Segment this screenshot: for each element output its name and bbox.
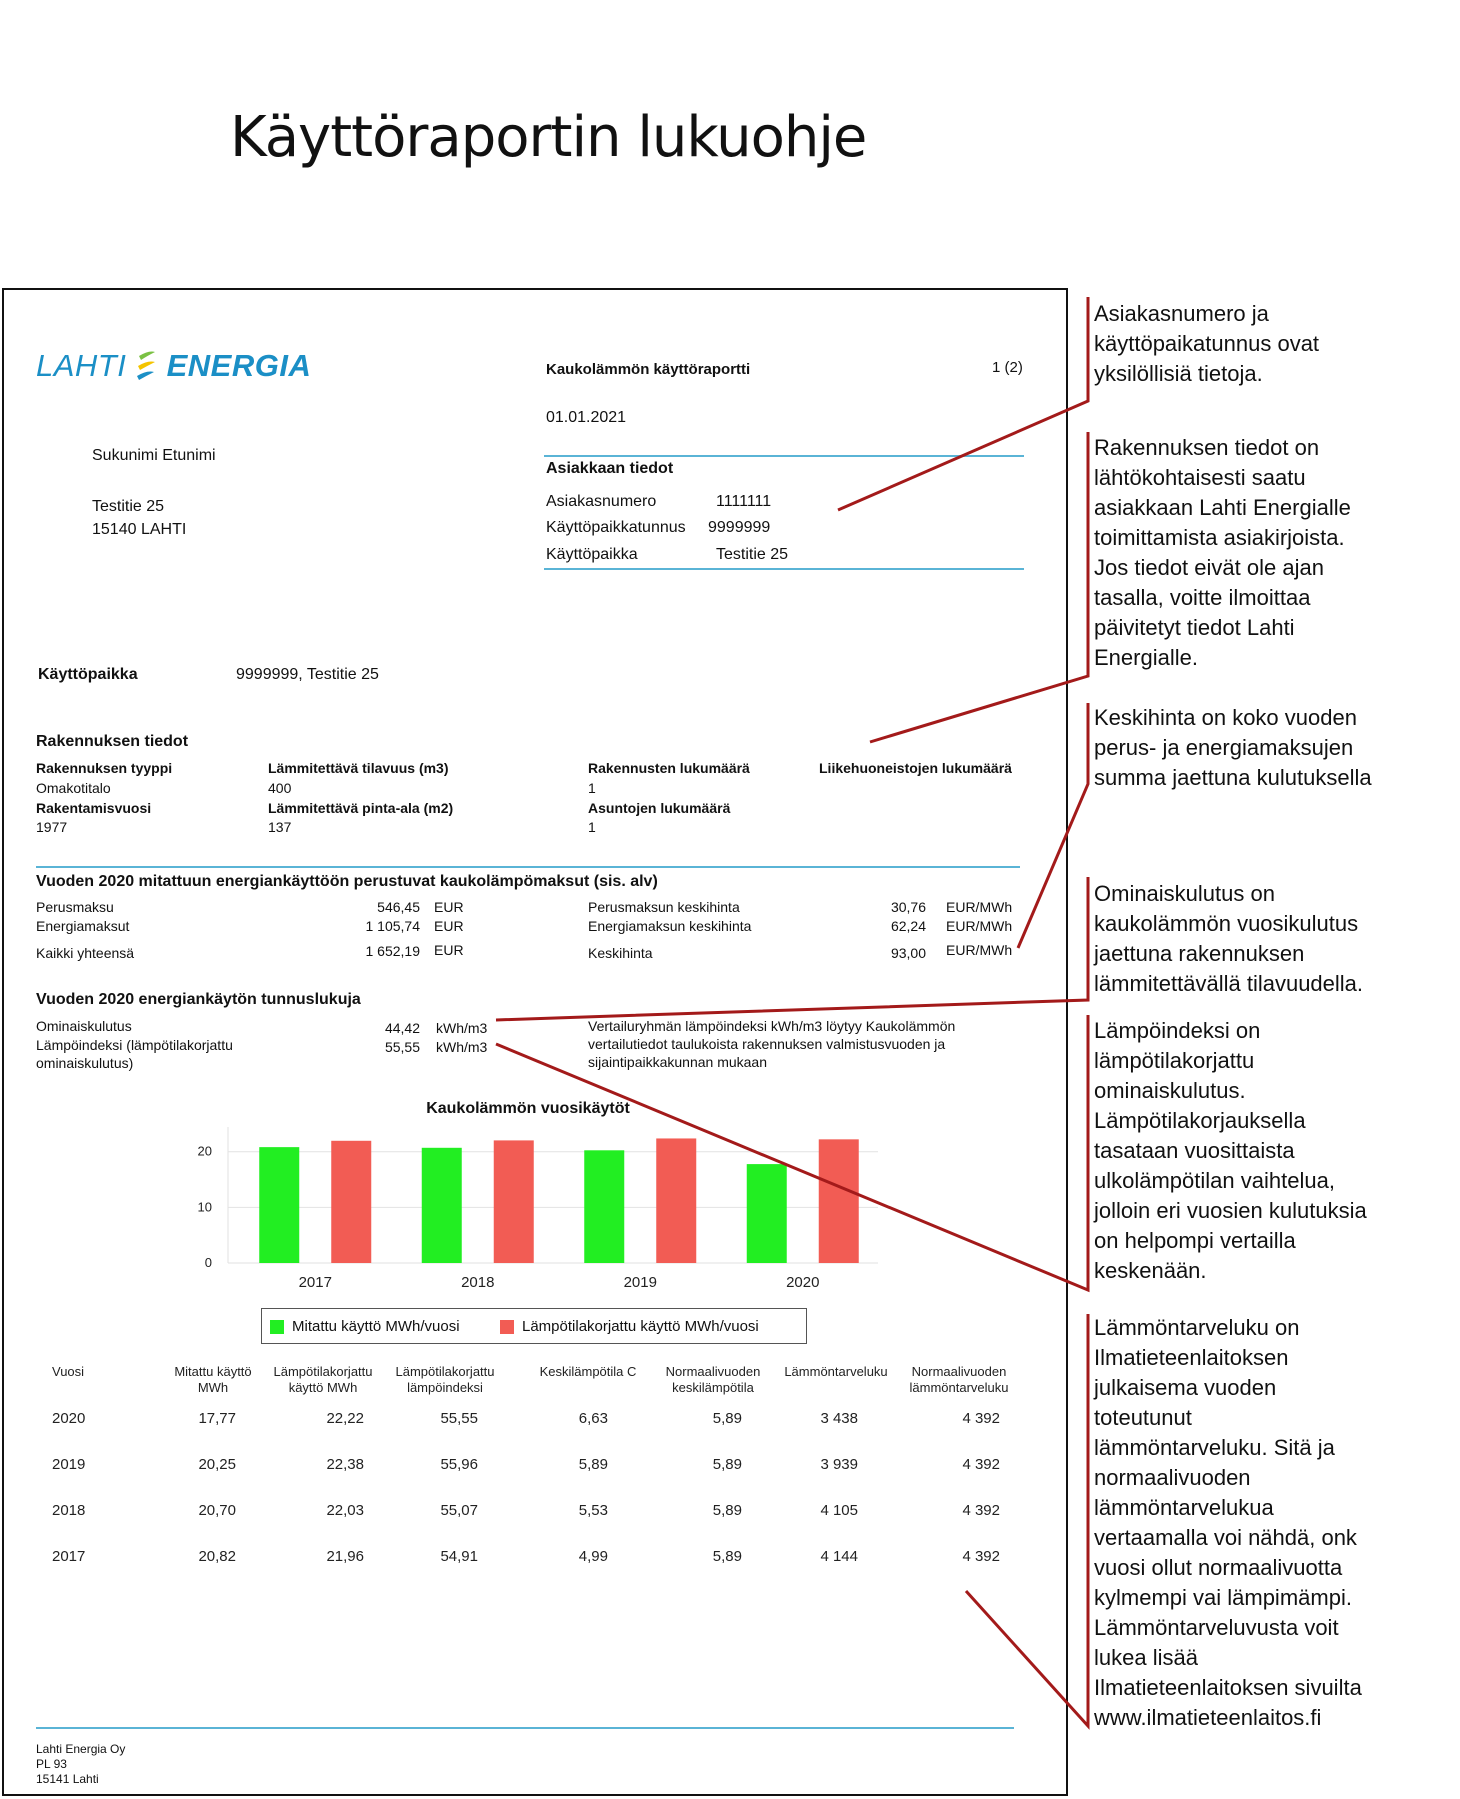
site-id-label: Käyttöpaikkatunnus [546, 519, 686, 536]
note-line: www.ilmatieteenlaitos.fi [1094, 1705, 1322, 1730]
x-tick-label: 2017 [298, 1274, 332, 1291]
page-number: 1 (2) [992, 359, 1023, 376]
table-cell: 21,96 [326, 1548, 364, 1565]
note-line: Rakennuksen tiedot on [1094, 435, 1320, 460]
specific-consumption-unit: kWh/m3 [436, 1020, 488, 1036]
heat-index-label-1: Lämpöindeksi (lämpötilakorjattu [36, 1037, 233, 1053]
note-line: lämpötilakorjattu [1094, 1048, 1255, 1073]
note-line: tasalla, voitte ilmoittaa [1094, 585, 1311, 610]
table-cell: 2018 [52, 1502, 86, 1519]
note-building-info [1094, 433, 1351, 673]
site-row-label: Käyttöpaikka [38, 666, 138, 683]
table-cell: 2017 [52, 1548, 86, 1565]
legend-label-measured: Mitattu käyttö MWh/vuosi [292, 1318, 460, 1335]
note-line: tasataan vuosittaista [1094, 1138, 1295, 1163]
heat-index-label-2: ominaiskulutus) [36, 1055, 134, 1071]
table-cell: 17,77 [198, 1410, 236, 1427]
table-header-line: Lämpötilakorjattu [395, 1364, 495, 1379]
comparison-note-2: vertailutiedot taulukoista rakennuksen valmistusvuoden ja [588, 1036, 946, 1052]
note-line: päivitetyt tiedot Lahti [1094, 615, 1295, 640]
fee-row-label: Perusmaksu [36, 899, 114, 915]
y-tick-label: 0 [204, 1255, 212, 1270]
table-header-line: MWh [197, 1380, 229, 1395]
fee-row-unit: EUR [434, 918, 464, 934]
table-header-line: keskilämpötila [672, 1380, 754, 1395]
table-cell: 4 392 [962, 1548, 1000, 1565]
fee-row-label: Energiamaksut [36, 918, 130, 934]
table-cell: 22,38 [326, 1456, 364, 1473]
building-count-value: 1 [588, 780, 596, 796]
customer-number-label: Asiakasnumero [546, 493, 657, 510]
table-header-line: käyttö MWh [288, 1380, 358, 1395]
recipient-street: Testitie 25 [92, 498, 165, 515]
building-type-value: Omakotitalo [36, 780, 111, 796]
specific-consumption-value: 44,42 [384, 1020, 420, 1036]
note-line: ulkolämpötilan vaihtelua, [1094, 1168, 1335, 1193]
callout-line-2 [870, 432, 1088, 742]
table-cell: 5,89 [712, 1456, 742, 1473]
logo-text-energia: ENERGIA [166, 348, 312, 383]
footer-city: 15141 Lahti [36, 1772, 99, 1786]
table-cell: 3 939 [820, 1456, 858, 1473]
table-cell: 55,55 [440, 1410, 478, 1427]
heat-index-value: 55,55 [384, 1039, 420, 1055]
callout-line-1 [838, 297, 1088, 510]
table-cell: 5,89 [712, 1410, 742, 1427]
table-header-line: lämmöntarveluku [909, 1380, 1009, 1395]
note-line: normaalivuoden [1094, 1465, 1251, 1490]
y-tick-label: 10 [197, 1199, 212, 1215]
note-line: toteutunut [1094, 1405, 1192, 1430]
building-area-value: 137 [268, 819, 292, 835]
table-header-line: Vuosi [52, 1364, 85, 1379]
site-id-value: 9999999 [708, 519, 771, 536]
fee-row-avg-label: Perusmaksun keskihinta [588, 899, 740, 915]
note-line: lähtökohtaisesti saatu [1094, 465, 1306, 490]
note-line: Ilmatieteenlaitoksen [1094, 1345, 1289, 1370]
note-line: perus- ja energiamaksujen [1094, 735, 1354, 760]
table-header-line: Normaalivuoden [911, 1364, 1007, 1379]
note-line: jolloin eri vuosien kulutuksia [1094, 1198, 1367, 1223]
table-cell: 5,89 [712, 1548, 742, 1565]
building-year-value: 1977 [36, 819, 68, 835]
note-line: julkaisema vuoden [1094, 1375, 1277, 1400]
comparison-note-1: Vertailuryhmän lämpöindeksi kWh/m3 löytyy Kaukolämmön [588, 1018, 956, 1034]
building-volume-value: 400 [268, 780, 292, 796]
callout-line-5 [496, 1015, 1088, 1290]
note-heat-index [1094, 1016, 1367, 1286]
table-header-line: Normaalivuoden [665, 1364, 761, 1379]
callout-line-4 [496, 877, 1088, 1020]
table-cell: 4 105 [820, 1502, 858, 1519]
table-header-line: Lämmöntarveluku [784, 1364, 888, 1379]
table-cell: 5,53 [578, 1502, 608, 1519]
chart-title: Kaukolämmön vuosikäytöt [426, 1100, 630, 1117]
x-tick-label: 2020 [786, 1274, 820, 1291]
fee-row-value: 1 105,74 [365, 918, 420, 934]
apartments-value: 1 [588, 819, 596, 835]
logo-text-lahti: LAHTI [36, 348, 127, 383]
fee-row-label: Kaikki yhteensä [36, 945, 135, 961]
note-line: jaettuna rakennuksen [1094, 941, 1305, 966]
note-line: Keskihinta on koko vuoden [1094, 705, 1357, 730]
customer-number-value: 1111111 [716, 493, 772, 510]
fee-row-avg-value: 93,00 [890, 945, 926, 961]
building-volume-label: Lämmitettävä tilavuus (m3) [268, 760, 449, 776]
table-cell: 4,99 [578, 1548, 608, 1565]
note-line: yksilöllisiä tietoja. [1094, 361, 1263, 386]
page-title: Käyttöraportin lukuohje [230, 105, 867, 170]
note-line: vertaamalla voi nähdä, onk [1094, 1525, 1357, 1550]
fee-row-unit: EUR [434, 942, 464, 958]
fees-heading: Vuoden 2020 mitattuun energiankäyttöön perustuvat kaukolämpömaksut (sis. alv) [36, 873, 658, 890]
note-line: kaukolämmön vuosikulutus [1094, 911, 1359, 936]
table-cell: 3 438 [820, 1410, 858, 1427]
table-cell: 55,07 [440, 1502, 478, 1519]
note-line: lämmöntarveluku. Sitä ja [1094, 1435, 1335, 1460]
commercial-units-label: Liikehuoneistojen lukumäärä [819, 760, 1012, 776]
heat-index-unit: kWh/m3 [436, 1039, 488, 1055]
note-line: asiakkaan Lahti Energialle [1094, 495, 1351, 520]
legend-label-corrected: Lämpötilakorjattu käyttö MWh/vuosi [522, 1318, 759, 1335]
fee-row-avg-label: Energiamaksun keskihinta [588, 918, 752, 934]
building-area-label: Lämmitettävä pinta-ala (m2) [268, 800, 454, 816]
report-title: Kaukolämmön käyttöraportti [546, 361, 751, 378]
note-line: Ilmatieteenlaitoksen sivuilta [1094, 1675, 1362, 1700]
x-tick-label: 2019 [623, 1274, 657, 1291]
note-line: on helpompi vertailla [1094, 1228, 1296, 1253]
note-average-price [1094, 703, 1372, 793]
comparison-note-3: sijaintipaikkakunnan mukaan [588, 1054, 767, 1070]
table-cell: 20,70 [198, 1502, 236, 1519]
table-cell: 2019 [52, 1456, 86, 1473]
table-header-line: Lämpötilakorjattu [273, 1364, 373, 1379]
note-line: Lämpöindeksi on [1094, 1018, 1261, 1043]
y-tick-label: 20 [197, 1143, 212, 1159]
site-value: Testitie 25 [716, 546, 789, 563]
fee-row-value: 1 652,19 [365, 943, 420, 959]
x-tick-label: 2018 [461, 1274, 495, 1291]
callout-line-6 [966, 1314, 1088, 1726]
recipient-city: 15140 LAHTI [92, 521, 187, 538]
footer-pobox: PL 93 [36, 1757, 67, 1771]
table-cell: 20,82 [198, 1548, 236, 1565]
note-line: vuosi ollut normaalivuotta [1094, 1555, 1343, 1580]
table-cell: 5,89 [712, 1502, 742, 1519]
table-cell: 2020 [52, 1410, 86, 1427]
fee-row-avg-unit: EUR/MWh [946, 899, 1013, 915]
table-header-line: lämpöindeksi [407, 1380, 483, 1395]
table-cell: 4 392 [962, 1502, 1000, 1519]
note-line: Energialle. [1094, 645, 1198, 670]
fee-row-avg-value: 30,76 [890, 899, 926, 915]
fee-row-unit: EUR [434, 899, 464, 915]
note-line: lämmitettävällä tilavuudella. [1094, 971, 1364, 996]
table-cell: 4 392 [962, 1456, 1000, 1473]
site-row-value: 9999999, Testitie 25 [236, 666, 379, 683]
note-heating-degree-days [1094, 1313, 1362, 1733]
note-line: Ominaiskulutus on [1094, 881, 1275, 906]
note-line: Lämpötilakorjauksella [1094, 1108, 1306, 1133]
apartments-label: Asuntojen lukumäärä [588, 800, 731, 816]
table-cell: 55,96 [440, 1456, 478, 1473]
building-count-label: Rakennusten lukumäärä [588, 760, 750, 776]
table-cell: 22,03 [326, 1502, 364, 1519]
table-cell: 4 392 [962, 1410, 1000, 1427]
note-line: Lämmöntarveluvusta voit [1094, 1615, 1339, 1640]
note-line: Lämmöntarveluku on [1094, 1315, 1300, 1340]
note-line: keskenään. [1094, 1258, 1207, 1283]
note-line: kylmempi vai lämpimämpi. [1094, 1585, 1352, 1610]
fee-row-avg-unit: EUR/MWh [946, 918, 1013, 934]
site-label: Käyttöpaikka [546, 546, 638, 563]
table-cell: 5,89 [578, 1456, 608, 1473]
building-heading: Rakennuksen tiedot [36, 733, 189, 750]
fee-row-avg-value: 62,24 [890, 918, 926, 934]
note-customer-ids [1094, 299, 1319, 389]
fee-row-avg-label: Keskihinta [588, 945, 653, 961]
note-specific-consumption [1094, 879, 1363, 999]
building-year-label: Rakentamisvuosi [36, 800, 152, 816]
table-header-line: Keskilämpötila C [539, 1364, 637, 1379]
note-line: summa jaettuna kulutuksella [1094, 765, 1372, 790]
note-line: lukea lisää [1094, 1645, 1198, 1670]
report-date: 01.01.2021 [546, 409, 627, 426]
note-line: toimittamista asiakirjoista. [1094, 525, 1345, 550]
footer-company: Lahti Energia Oy [36, 1742, 126, 1756]
note-line: Asiakasnumero ja [1094, 301, 1269, 326]
note-line: käyttöpaikatunnus ovat [1094, 331, 1320, 356]
fee-row-value: 546,45 [377, 899, 420, 915]
note-line: Jos tiedot eivät ole ajan [1094, 555, 1324, 580]
specific-consumption-label: Ominaiskulutus [36, 1018, 132, 1034]
recipient-name: Sukunimi Etunimi [92, 447, 216, 464]
callout-line-3 [1018, 703, 1088, 948]
table-cell: 4 144 [820, 1548, 858, 1565]
note-line: lämmöntarvelukua [1094, 1495, 1274, 1520]
customer-heading: Asiakkaan tiedot [546, 460, 674, 477]
table-cell: 20,25 [198, 1456, 236, 1473]
fee-row-avg-unit: EUR/MWh [946, 942, 1013, 958]
table-cell: 54,91 [440, 1548, 478, 1565]
indicators-heading: Vuoden 2020 energiankäytön tunnuslukuja [36, 991, 361, 1008]
table-cell: 6,63 [578, 1410, 608, 1427]
note-line: ominaiskulutus. [1094, 1078, 1246, 1103]
building-type-label: Rakennuksen tyyppi [36, 760, 173, 776]
table-header-line: Mitattu käyttö [174, 1364, 252, 1379]
table-cell: 22,22 [326, 1410, 364, 1427]
